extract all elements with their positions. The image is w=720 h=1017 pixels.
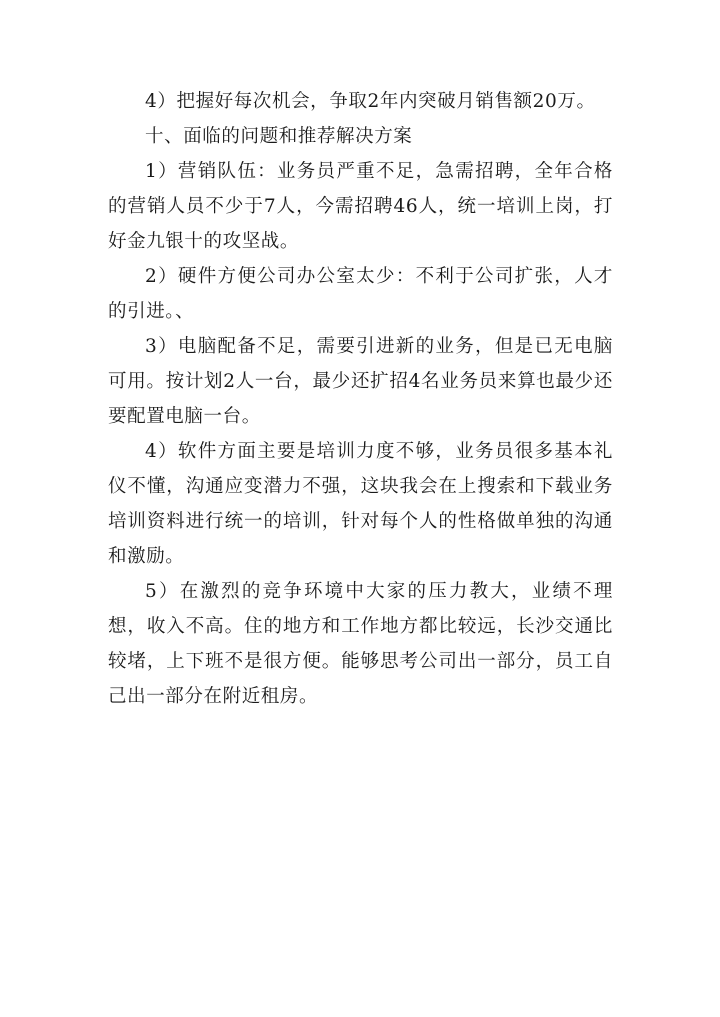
document-body (108, 84, 613, 714)
paragraph-problem-4: 4）软件方面主要是培训力度不够，业务员很多基本礼仪不懂，沟通应变潜力不强，这块我会在上搜索和下载业务培训资料进行统一的培训，针对每个人的性格做单独的沟通和激励。 (108, 441, 613, 567)
paragraph-problem-5: 5）在激烈的竞争环境中大家的压力教大，业绩不理想，收入不高。住的地方和工作地方都比较远，长沙交通比较堵，上下班不是很方便。能够思考公司出一部分，员工自己出一部分在附近租房。 (108, 581, 613, 707)
paragraph-goal-4: 4）把握好每次机会，争取2年内突破月销售额20万。 (145, 91, 596, 112)
paragraph-problem-3: 3）电脑配备不足，需要引进新的业务，但是已无电脑可用。按计划2人一台，最少还扩招4名业务员来算也最少还要配置电脑一台。 (108, 336, 613, 427)
paragraph-problem-1: 1）营销队伍：业务员严重不足，急需招聘，全年合格的营销人员不少于7人，今需招聘46人，统一培训上岗，打好金九银十的攻坚战。 (108, 161, 613, 252)
section-heading-problems: 十、面临的问题和推荐解决方案 (145, 126, 413, 147)
paragraph-problem-2: 2）硬件方便公司办公室太少：不利于公司扩张，人才的引进。、 (108, 266, 613, 322)
